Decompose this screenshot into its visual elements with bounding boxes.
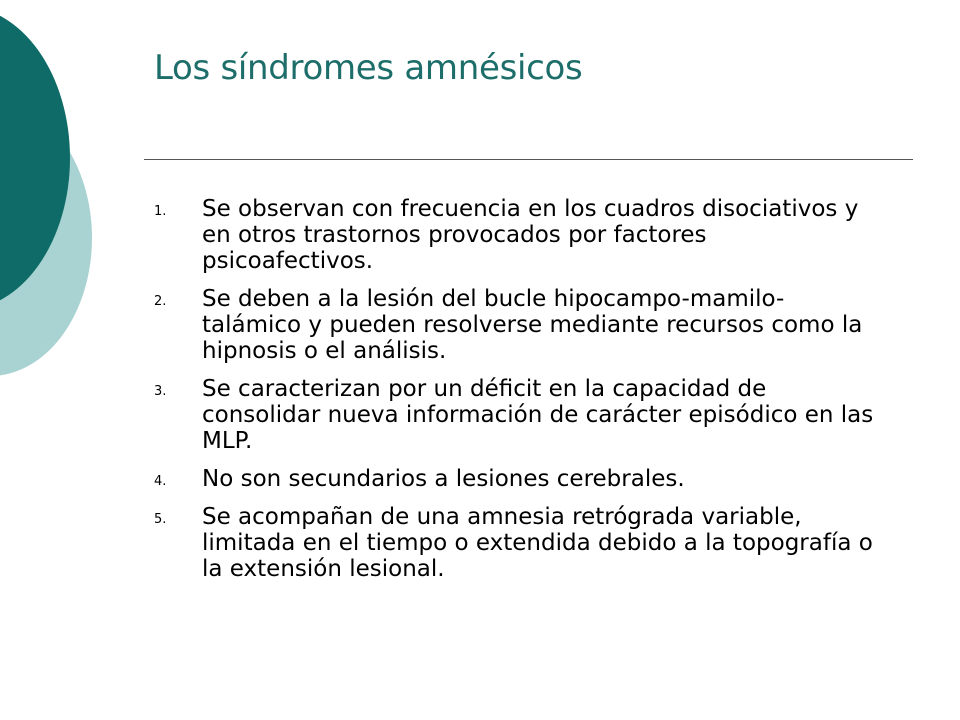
list-item-number: 2. xyxy=(154,294,167,309)
list-item-text: Se deben a la lesión del bucle hipocampo-mamilo-talámico y pueden resolverse mediante recursos como la hipnosis o el análisis. xyxy=(202,286,863,364)
list-item xyxy=(154,466,874,492)
list-item-number: 1. xyxy=(154,204,167,219)
list-item-number: 4. xyxy=(154,474,167,489)
list-item-number: 5. xyxy=(154,512,167,527)
list-item-text: No son secundarios a lesiones cerebrales. xyxy=(202,466,685,492)
decorative-circles xyxy=(0,0,130,400)
list-item xyxy=(154,376,874,454)
list-item xyxy=(154,504,874,582)
list-item xyxy=(154,286,874,364)
list-item xyxy=(154,196,874,274)
list-item-text: Se caracterizan por un déficit en la capacidad de consolidar nueva información de carácter episódico en las MLP. xyxy=(202,376,874,454)
list-item-number: 3. xyxy=(154,384,167,399)
list-item-text: Se acompañan de una amnesia retrógrada variable, limitada en el tiempo o extendida debido a la topografía o la extensión lesional. xyxy=(202,504,873,582)
slide-title: Los síndromes amnésicos xyxy=(154,48,583,88)
title-divider xyxy=(144,159,913,160)
list-item-text: Se observan con frecuencia en los cuadros disociativos y en otros trastornos provocados por factores psicoafectivos. xyxy=(202,196,859,274)
numbered-list xyxy=(154,196,874,594)
